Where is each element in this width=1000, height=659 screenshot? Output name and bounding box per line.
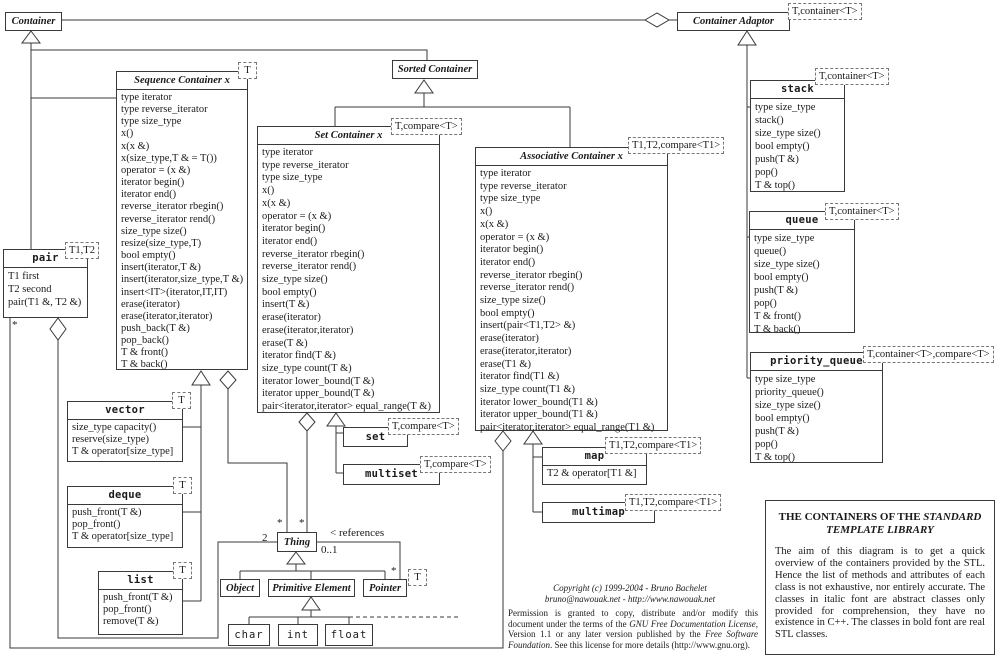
class-list [98,571,183,635]
class-title: multiset [365,468,418,480]
member: T2 second [8,284,52,295]
inheritance-line-associative-container [533,444,542,512]
member: size_type size() [755,400,821,411]
aggregation-diamond-sequence-thing [220,371,236,389]
class-char [228,624,270,646]
class-associative-container [475,147,668,434]
class-title: Pointer [368,582,402,594]
class-title: float [330,628,368,641]
member: erase(iterator) [121,298,180,310]
member: reverse_iterator rbegin() [262,248,365,260]
class-title: int [287,628,309,641]
member: erase(iterator) [262,312,321,324]
template-params-map: T1,T2,compare<T1> [605,437,701,454]
class-title: Container [11,16,56,27]
class-title: Thing [283,536,311,548]
class-title: vector [68,402,182,420]
member: push(T &) [754,285,798,296]
template-params-priority-queue: T,container<T>,compare<T> [863,346,994,363]
member: reverse_iterator rend() [480,282,575,294]
inheritance-triangle-set-container [327,413,345,426]
copyright-text [505,583,755,605]
member: bool empty() [755,141,810,152]
member: push_front(T &) [103,592,173,603]
member: x() [480,206,493,218]
member: iterator end() [262,235,318,247]
member: type size_type [755,374,816,385]
class-title: priority_queue [751,353,882,371]
class-object [220,579,260,597]
class-stack [750,80,845,192]
explanation-note [765,500,995,655]
license-gfdl: GNU Free Documentation License [629,618,756,629]
member-list [68,505,182,543]
member-list [258,145,439,414]
class-title: char [234,628,264,641]
member: reverse_iterator rbegin() [121,201,224,213]
class-title: map [543,448,646,466]
note-title-italic: STANDARD TEMPLATE LIBRARY [826,511,982,536]
member: queue() [754,246,787,257]
class-float [325,624,373,646]
member: type reverse_iterator [262,159,349,171]
member-list [476,166,667,435]
license-fsf: Free Software Foundation [508,629,758,650]
member: type reverse_iterator [121,104,208,116]
member: pair<iterator,iterator> equal_range(T &) [262,401,431,413]
class-title: queue [750,212,854,230]
member: bool empty() [754,272,809,283]
member: reverse_iterator rend() [121,213,216,225]
member: x(x &) [480,218,509,230]
member: pop_back() [121,335,169,347]
member: x() [262,185,275,197]
member: pop() [755,167,778,178]
member: size_type count(T1 &) [480,383,576,395]
multiplicity-pair-star: * [12,319,18,331]
member: T & front() [121,347,169,359]
class-sequence-container [116,71,248,370]
template-params-queue: T,container<T> [825,203,899,220]
member: type iterator [262,147,314,158]
member: T & back() [754,324,801,335]
aggregation-diamond-pair-thing [50,318,66,340]
class-priority-queue [750,352,883,463]
member: size_type size() [262,274,328,286]
template-params-pointer: T [408,569,427,586]
member: T & back() [121,359,168,371]
multiplicity-set-thing-star: * [299,517,305,529]
member: pair(T1 &, T2 &) [8,297,82,308]
member: remove(T &) [103,616,159,628]
class-primitive-element [268,579,355,597]
inheritance-triangle-sequence-container [192,371,210,385]
member: reserve(size_type) [72,434,149,446]
member: size_type size() [121,225,187,237]
member: erase(T1 &) [480,358,532,370]
member: reverse_iterator rbegin() [480,269,583,281]
member: type reverse_iterator [480,180,567,192]
member: operator = (x &) [121,164,191,176]
note-title-prefix: THE CONTAINERS OF THE [778,511,924,523]
template-params-deque: T [173,477,192,494]
copyright-line2: bruno@nawouak.net - http://www.nawouak.net [544,594,716,604]
member: erase(iterator,iterator) [262,324,354,336]
member: iterator begin() [262,223,326,235]
member: operator = (x &) [480,231,550,243]
class-title: Container Adaptor [692,16,774,27]
license-part: , Version 1.1 or any later version published by the [508,618,759,640]
member: size_type size() [755,128,821,139]
template-params-set: T,compare<T> [388,418,459,435]
member: pop_front() [103,604,152,616]
member: erase(iterator,iterator) [121,310,213,322]
class-set-container [257,126,440,413]
template-params-sequence-container: T [238,62,257,79]
member: size_type count(T &) [262,362,352,374]
member: T2 & operator[T1 &] [547,468,637,479]
member: type iterator [480,168,532,179]
member: insert(T &) [262,299,310,311]
multiplicity-thing-0-1: 0..1 [321,544,338,556]
template-params-container-adaptor: T,container<T> [788,3,862,20]
member: resize(size_type,T) [121,237,202,249]
inheritance-line-thing [240,564,385,579]
inheritance-triangle-thing [287,552,305,564]
member: iterator find(T1 &) [480,371,560,383]
multiplicity-pointer-star: * [391,565,397,577]
member: erase(iterator) [480,333,539,345]
member: type size_type [755,102,816,113]
member: type size_type [262,172,323,184]
member: type size_type [121,116,182,128]
member-list [99,590,182,628]
member: x(x &) [262,197,291,209]
class-thing [277,532,317,552]
member: iterator end() [121,189,177,201]
template-params-pair: T1,T2 [65,242,99,259]
member: T & front() [754,311,802,322]
member: iterator lower_bound(T &) [262,375,375,387]
member-list [751,371,882,464]
member: size_type capacity() [72,422,157,433]
member: T & operator[size_type] [72,531,174,543]
template-params-list: T [173,562,192,579]
class-int [278,624,318,646]
class-title: Primitive Element [272,582,351,594]
member: bool empty() [755,413,810,424]
member-list [68,420,182,458]
member-list [751,99,844,192]
member: size_type size() [754,259,820,270]
member: erase(T &) [262,337,308,349]
aggregation-diamond-container-adaptor [645,13,669,27]
member: x(x &) [121,140,150,152]
member: bool empty() [480,307,535,319]
class-vector [67,401,183,462]
association-label-references: < references [330,527,385,539]
multiplicity-sequence-thing-star: * [277,517,283,529]
inheritance-line-primitive-element [249,610,349,624]
copyright-line1: Copyright (c) 1999-2004 - Bruno Bachelet [553,583,707,593]
member: reverse_iterator rend() [262,261,357,273]
class-container [5,12,62,31]
member: T & top() [755,452,796,463]
member: push_back(T &) [121,322,190,334]
class-title: list [99,572,182,590]
member: T & operator[size_type] [72,446,174,458]
class-title: pair [4,250,87,268]
class-container-adaptor [677,12,790,31]
member: insert(iterator,size_type,T &) [121,274,244,286]
member: bool empty() [121,250,176,262]
class-title: Object [226,582,254,594]
member: erase(iterator,iterator) [480,345,572,357]
member-list [4,268,87,309]
inheritance-triangle-container [22,31,40,43]
member: size_type size() [480,295,546,307]
template-params-multiset: T,compare<T> [420,456,491,473]
member: iterator end() [480,256,536,268]
note-title [775,511,985,537]
template-params-associative-container: T1,T2,compare<T1> [628,137,724,154]
member: stack() [755,115,784,126]
member: pop() [755,439,778,450]
inheritance-triangle-primitive-element [302,597,320,610]
class-title: set [365,430,386,443]
member: insert<IT>(iterator,IT,IT) [121,286,228,298]
member: T & top() [755,180,796,191]
license-part: . See this license for more details (http://www.gnu.org). [550,639,750,650]
template-params-stack: T,container<T> [815,68,889,85]
member: iterator upper_bound(T1 &) [480,409,598,421]
member: pop() [754,298,777,309]
class-deque [67,486,183,548]
member: iterator begin() [480,244,544,256]
member: insert(iterator,T &) [121,262,201,274]
inheritance-triangle-container-adaptor [738,31,756,45]
member: x() [121,128,134,140]
member: x(size_type,T & = T()) [121,152,217,164]
inheritance-triangle-sorted-container [415,80,433,93]
note-body: The aim of this diagram is to get a quick overview of the containers provided by the STL. Hence the list of methods and attributes of each class is not exhaustive, nor entirely accurate. The classes in italic font are abstract classes only provided for comprehension, they have no existence in C++. The classes in bold font are real STL classes. [775,546,985,641]
member: iterator begin() [121,177,185,189]
aggregation-diamond-set-thing [299,413,315,431]
template-params-vector: T [172,392,191,409]
member: pop_front() [72,519,121,531]
class-title: stack [751,81,844,99]
member: insert(pair<T1,T2> &) [480,320,576,332]
class-title: deque [68,487,182,505]
license-text [508,608,758,650]
member: priority_queue() [755,387,824,398]
member: push(T &) [755,154,799,165]
member: push(T &) [755,426,799,437]
class-sorted-container [392,60,478,79]
class-title: multimap [572,506,625,518]
member: type iterator [121,92,173,103]
member-list [750,230,854,336]
member-list [543,466,646,480]
member: iterator upper_bound(T &) [262,388,375,400]
class-pointer [363,579,407,597]
class-title: Sequence Container x [117,72,247,90]
member: iterator find(T &) [262,350,336,362]
license-part: Permission is granted to copy, distribute and/or modify this document under the terms of the [508,608,758,629]
member: bool empty() [262,286,317,298]
member: push_front(T &) [72,507,142,518]
inheritance-line-set-container [336,426,343,473]
member: pair<iterator,iterator> equal_range(T1 &) [480,422,655,434]
member: T1 first [8,271,40,282]
member: type size_type [754,233,815,244]
template-params-set-container: T,compare<T> [391,118,462,135]
member: type size_type [480,193,541,205]
multiplicity-thing-2: 2 [262,532,268,544]
class-title: Set Container x [258,127,439,145]
member-list [117,90,247,372]
class-title: Sorted Container [397,64,473,75]
class-queue [749,211,855,333]
template-params-multimap: T1,T2,compare<T1> [625,494,721,511]
class-title: Associative Container x [476,148,667,166]
class-pair [3,249,88,318]
member: iterator lower_bound(T1 &) [480,396,598,408]
member: operator = (x &) [262,210,332,222]
